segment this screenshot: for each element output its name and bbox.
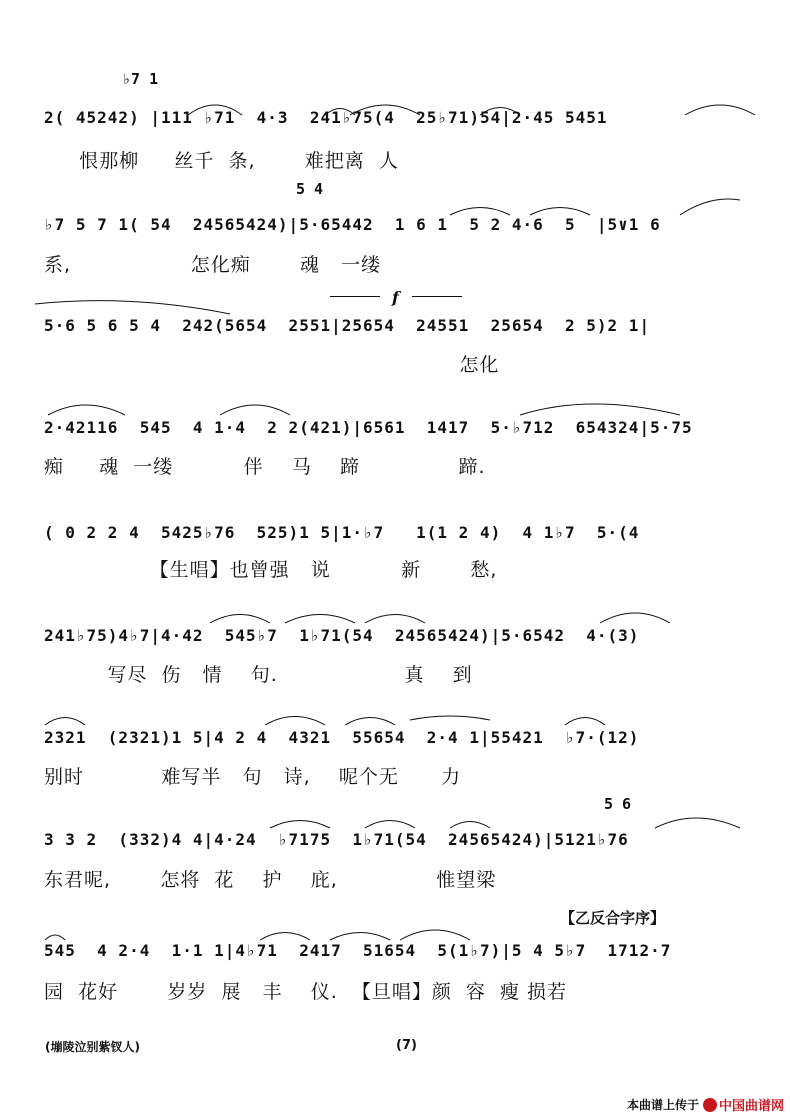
section-title: 【乙反合字序】 xyxy=(560,909,666,927)
footer-upload-note xyxy=(627,1095,784,1114)
score-row-9 xyxy=(0,903,790,1033)
lyrics-line: 恨那柳 丝千 条, 难把离 人 xyxy=(44,150,399,172)
lyrics-line: 【生唱】也曾强 说 新 愁, xyxy=(44,559,498,581)
slur-marks xyxy=(30,700,790,730)
notation-line: 3 3 2 (332)4 4|4·24 ♭7175 1♭71(54 24565424)|5121♭76 xyxy=(44,830,629,849)
crescendo-line xyxy=(330,296,380,297)
lyrics-line: 写尽 伤 情 句. 真 到 xyxy=(44,664,473,686)
dynamic-forte: f xyxy=(392,288,399,307)
notation-line: 5·6 5 6 5 4 242(5654 2551|25654 24551 25654 2 5)2 1| xyxy=(44,316,651,335)
slur-marks xyxy=(30,390,790,420)
notation-line: ( 0 2 2 4 5425♭76 525)1 5|1·♭7 1(1 2 4) 4 1♭7 5·(4 xyxy=(44,523,640,542)
lyrics-line: 怎化 xyxy=(44,354,500,376)
lyrics-line: 园 花好 岁岁 展 丰 仪. 【旦唱】颜 容 瘦 损若 xyxy=(44,981,568,1003)
upload-label: 本曲谱上传于 xyxy=(626,1098,699,1112)
site-logo[interactable] xyxy=(703,1095,784,1114)
notation-line: 2( 45242) |111 ♭71 4·3 241♭75(4 25♭71)54|2·45 5451 xyxy=(44,108,608,127)
brand-name: 中国曲谱网 xyxy=(718,1099,784,1114)
logo-icon xyxy=(703,1098,717,1112)
lyrics-line: 东君呢, 怎将 花 护 庇, 惟望梁 xyxy=(44,869,497,891)
footer-source: (塴陵泣别紫钗人) xyxy=(45,1040,140,1054)
slur-marks xyxy=(30,598,790,628)
lyrics-line: 别时 难写半 句 诗, 呢个无 力 xyxy=(44,766,462,788)
notation-line: ♭7 5 7 1( 54 24565424)|5·65442 1 6 1 5 2 4·6 5 |5∨1 6 xyxy=(44,215,661,234)
decrescendo-line xyxy=(412,296,462,297)
grace-notes-above: 5 6 xyxy=(604,795,632,813)
slur-marks xyxy=(30,803,790,833)
lyrics-line: 系, 怎化痴 魂 一缕 xyxy=(44,254,382,276)
grace-notes-above: ♭7 1 xyxy=(122,70,159,88)
page-number: (7) xyxy=(396,1038,417,1053)
lyrics-line: 痴 魂 一缕 伴 马 蹄 蹄. xyxy=(44,456,486,478)
grace-notes-above: 5 4 xyxy=(296,180,324,198)
notation-line: 241♭75)4♭7|4·42 545♭7 1♭71(54 24565424)|5·6542 4·(3) xyxy=(44,626,640,645)
notation-line: 2321 (2321)1 5|4 2 4 4321 55654 2·4 1|55421 ♭7·(12) xyxy=(44,728,640,747)
notation-line: 2·42116 545 4 1·4 2 2(421)|6561 1417 5·♭712 654324|5·75 xyxy=(44,418,693,437)
notation-line: 545 4 2·4 1·1 1|4♭71 2417 51654 5(1♭7)|5 4 5♭7 1712·7 xyxy=(44,941,672,960)
